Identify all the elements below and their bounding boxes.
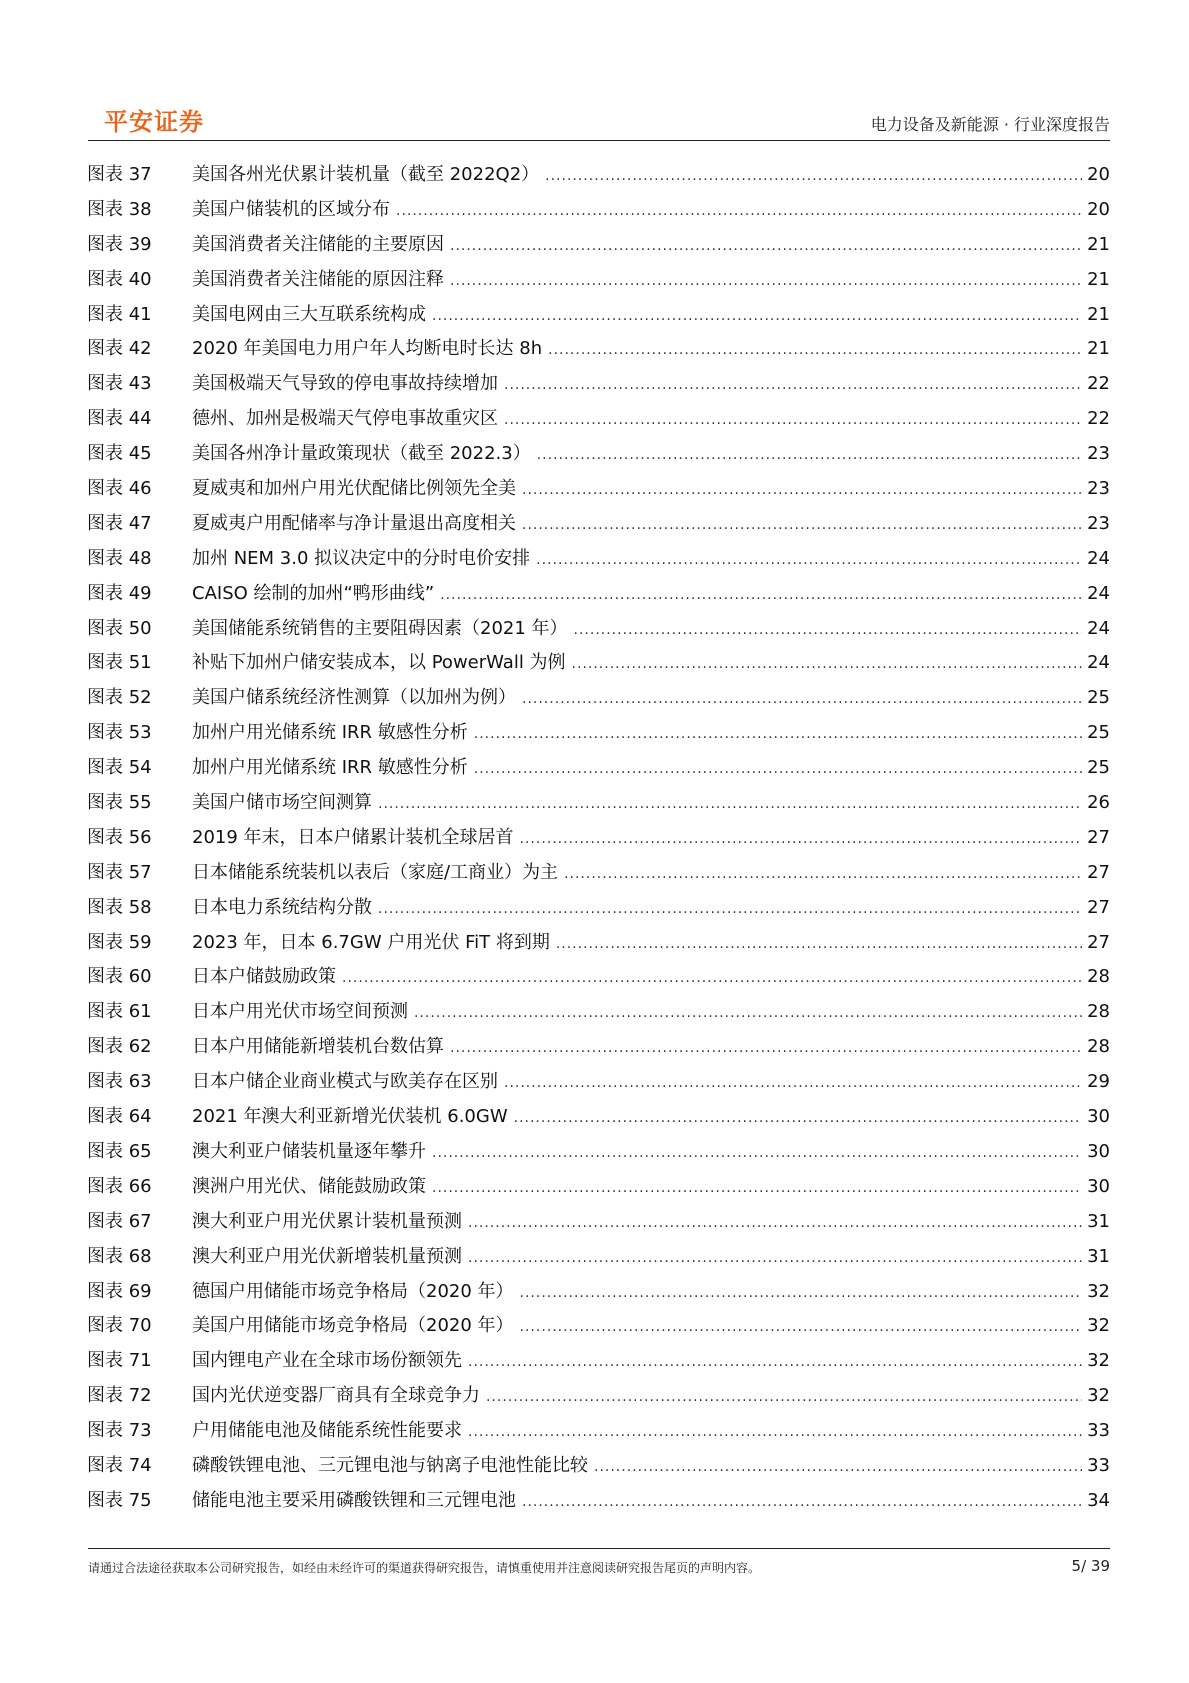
toc-entry-title: 夏威夷和加州户用光伏配储比例领先全美 (192, 478, 516, 500)
toc-leader-dots (378, 901, 1082, 917)
toc-entry[interactable] (87, 195, 1110, 230)
toc-leader-dots (548, 342, 1082, 358)
toc-entry-label: 图表 48 (87, 547, 152, 569)
toc-entry[interactable] (87, 997, 1110, 1032)
toc-entry-title: 美国户储装机的区域分布 (192, 198, 390, 220)
toc-entry-title: 日本户储鼓励政策 (192, 966, 336, 988)
toc-leader-dots (514, 1110, 1082, 1126)
toc-entry-label: 图表 66 (87, 1175, 152, 1197)
toc-entry-page: 30 (1087, 1140, 1110, 1162)
company-logo: 平安证券 (104, 108, 204, 136)
toc-entry-title: CAISO 绘制的加州“鸭形曲线” (192, 582, 435, 604)
toc-leader-dots (450, 273, 1082, 289)
toc-leader-dots (468, 1424, 1082, 1440)
toc-leader-dots (474, 726, 1082, 742)
toc-entry[interactable] (87, 1416, 1110, 1451)
toc-entry-title: 2020 年美国电力用户年人均断电时长达 8h (192, 338, 543, 360)
toc-entry-page: 29 (1087, 1071, 1110, 1093)
toc-entry-label: 图表 45 (87, 443, 152, 465)
toc-leader-dots (468, 1215, 1082, 1231)
toc-entry-page: 21 (1087, 233, 1110, 255)
toc-leader-dots (432, 1145, 1082, 1161)
toc-entry-title: 日本户储企业商业模式与欧美存在区别 (192, 1071, 498, 1093)
toc-entry[interactable] (87, 160, 1110, 195)
toc-entry-title: 美国户用储能市场竞争格局（2020 年） (192, 1315, 514, 1337)
toc-entry-title: 美国消费者关注储能的主要原因 (192, 233, 444, 255)
toc-entry-label: 图表 54 (87, 757, 152, 779)
toc-entry[interactable] (87, 823, 1110, 858)
toc-entry-page: 31 (1087, 1245, 1110, 1267)
toc-entry[interactable] (87, 579, 1110, 614)
toc-entry-page: 23 (1087, 512, 1110, 534)
toc-entry-page: 21 (1087, 268, 1110, 290)
toc-entry-page: 20 (1087, 164, 1110, 185)
toc-entry-title: 美国电网由三大互联系统构成 (192, 303, 426, 325)
toc-entry-title: 加州 NEM 3.0 拟议决定中的分时电价安排 (192, 547, 531, 569)
toc-entry-label: 图表 46 (87, 478, 152, 500)
toc-leader-dots (474, 761, 1082, 777)
toc-entry[interactable] (87, 1451, 1110, 1486)
toc-leader-dots (450, 238, 1082, 254)
toc-entry-title: 加州户用光储系统 IRR 敏感性分析 (192, 722, 468, 744)
toc-entry-title: 户用储能电池及储能系统性能要求 (192, 1420, 462, 1442)
toc-entry[interactable] (87, 300, 1110, 335)
toc-entry-title: 日本电力系统结构分散 (192, 896, 372, 918)
toc-leader-dots (574, 622, 1082, 638)
toc-leader-dots (440, 587, 1082, 603)
toc-entry-label: 图表 52 (87, 687, 152, 709)
toc-entry-title: 美国户储市场空间测算 (192, 792, 372, 814)
toc-entry-page: 27 (1087, 896, 1110, 918)
toc-entry-page: 24 (1087, 652, 1110, 674)
toc-leader-dots (522, 482, 1082, 498)
toc-entry-title: 日本户用光伏市场空间预测 (192, 1001, 408, 1023)
toc-entry[interactable] (87, 509, 1110, 544)
toc-entry-label: 图表 56 (87, 826, 152, 848)
toc-entry[interactable] (87, 369, 1110, 404)
toc-leader-dots (520, 1319, 1082, 1335)
toc-entry-title: 美国极端天气导致的停电事故持续增加 (192, 373, 498, 395)
toc-entry-page: 27 (1087, 931, 1110, 953)
toc-entry-label: 图表 57 (87, 861, 152, 883)
toc-entry-title: 德州、加州是极端天气停电事故重灾区 (192, 408, 498, 430)
toc-entry-page: 24 (1087, 617, 1110, 639)
toc-entry-title: 澳洲户用光伏、储能鼓励政策 (192, 1175, 426, 1197)
toc-entry-label: 图表 49 (87, 582, 152, 604)
toc-entry-page: 25 (1087, 722, 1110, 744)
toc-entry-title: 磷酸铁锂电池、三元锂电池与钠离子电池性能比较 (192, 1454, 588, 1476)
table-of-figures (87, 160, 1110, 1521)
toc-entry[interactable] (87, 474, 1110, 509)
toc-entry-label: 图表 65 (87, 1140, 152, 1162)
toc-entry-label: 图表 39 (87, 233, 152, 255)
toc-entry-label: 图表 41 (87, 303, 152, 325)
toc-entry[interactable] (87, 1277, 1110, 1312)
toc-leader-dots (432, 308, 1082, 324)
toc-entry-title: 美国消费者关注储能的原因注释 (192, 268, 444, 290)
toc-entry-label: 图表 51 (87, 652, 152, 674)
toc-leader-dots (468, 1354, 1082, 1370)
toc-entry-title: 补贴下加州户储安装成本，以 PowerWall 为例 (192, 652, 566, 674)
toc-leader-dots (414, 1005, 1082, 1021)
toc-leader-dots (594, 1459, 1082, 1475)
toc-entry[interactable] (87, 962, 1110, 997)
toc-entry[interactable] (87, 928, 1110, 963)
toc-entry-label: 图表 62 (87, 1036, 152, 1058)
toc-entry-page: 34 (1087, 1489, 1110, 1511)
toc-entry-title: 夏威夷户用配储率与净计量退出高度相关 (192, 512, 516, 534)
toc-entry-title: 2021 年澳大利亚新增光伏装机 6.0GW (192, 1106, 508, 1128)
toc-entry-page: 23 (1087, 443, 1110, 465)
toc-entry[interactable] (87, 1242, 1110, 1277)
page-header (88, 98, 1110, 141)
toc-entry-page: 25 (1087, 757, 1110, 779)
toc-entry-page: 28 (1087, 1001, 1110, 1023)
toc-entry-title: 日本户用储能新增装机台数估算 (192, 1036, 444, 1058)
toc-entry-label: 图表 67 (87, 1210, 152, 1232)
toc-leader-dots (468, 1250, 1082, 1266)
toc-entry-title: 日本储能系统装机以表后（家庭/工商业）为主 (192, 861, 559, 883)
toc-leader-dots (432, 1180, 1082, 1196)
toc-leader-dots (537, 447, 1082, 463)
toc-entry-title: 储能电池主要采用磷酸铁锂和三元锂电池 (192, 1489, 516, 1511)
toc-entry-page: 20 (1087, 198, 1110, 220)
toc-entry-label: 图表 59 (87, 931, 152, 953)
toc-entry-label: 图表 37 (87, 164, 152, 185)
toc-entry-label: 图表 58 (87, 896, 152, 918)
toc-entry[interactable] (87, 1207, 1110, 1242)
toc-entry[interactable] (87, 718, 1110, 753)
toc-entry-label: 图表 50 (87, 617, 152, 639)
toc-entry-page: 27 (1087, 826, 1110, 848)
toc-entry-title: 加州户用光储系统 IRR 敏感性分析 (192, 757, 468, 779)
toc-entry-label: 图表 64 (87, 1106, 152, 1128)
toc-entry[interactable] (87, 1381, 1110, 1416)
toc-entry-label: 图表 74 (87, 1454, 152, 1476)
toc-entry-page: 30 (1087, 1175, 1110, 1197)
toc-entry-label: 图表 42 (87, 338, 152, 360)
toc-entry-page: 28 (1087, 966, 1110, 988)
toc-entry-title: 澳大利亚户储装机量逐年攀升 (192, 1140, 426, 1162)
toc-entry-page: 32 (1087, 1280, 1110, 1302)
toc-entry[interactable] (87, 1137, 1110, 1172)
toc-leader-dots (486, 1389, 1082, 1405)
toc-entry-page: 23 (1087, 478, 1110, 500)
toc-entry-page: 32 (1087, 1315, 1110, 1337)
toc-entry-page: 24 (1087, 547, 1110, 569)
toc-entry-page: 32 (1087, 1350, 1110, 1372)
toc-entry-title: 国内锂电产业在全球市场份额领先 (192, 1350, 462, 1372)
page-footer (88, 1548, 1110, 1579)
toc-entry-page: 25 (1087, 687, 1110, 709)
toc-leader-dots (545, 168, 1082, 184)
toc-entry-label: 图表 70 (87, 1315, 152, 1337)
toc-entry-label: 图表 73 (87, 1420, 152, 1442)
toc-entry[interactable] (87, 1102, 1110, 1137)
toc-leader-dots (522, 691, 1082, 707)
toc-leader-dots (450, 1040, 1082, 1056)
toc-entry-label: 图表 53 (87, 722, 152, 744)
toc-entry-label: 图表 55 (87, 792, 152, 814)
toc-entry[interactable] (87, 1346, 1110, 1381)
toc-entry-label: 图表 47 (87, 512, 152, 534)
toc-entry-title: 澳大利亚户用光伏新增装机量预测 (192, 1245, 462, 1267)
toc-entry-page: 33 (1087, 1420, 1110, 1442)
toc-entry[interactable] (87, 858, 1110, 893)
toc-entry-page: 33 (1087, 1454, 1110, 1476)
toc-entry-page: 32 (1087, 1385, 1110, 1407)
toc-entry[interactable] (87, 1067, 1110, 1102)
toc-entry[interactable] (87, 439, 1110, 474)
toc-entry[interactable] (87, 1311, 1110, 1346)
toc-entry[interactable] (87, 265, 1110, 300)
toc-leader-dots (504, 1075, 1082, 1091)
toc-leader-dots (378, 796, 1082, 812)
toc-entry[interactable] (87, 788, 1110, 823)
toc-entry-label: 图表 75 (87, 1489, 152, 1511)
toc-entry-label: 图表 69 (87, 1280, 152, 1302)
toc-entry-label: 图表 38 (87, 198, 152, 220)
toc-entry-title: 德国户用储能市场竞争格局（2020 年） (192, 1280, 514, 1302)
toc-entry-page: 27 (1087, 861, 1110, 883)
toc-entry[interactable] (87, 230, 1110, 265)
toc-leader-dots (520, 831, 1082, 847)
report-type: 电力设备及新能源 · 行业深度报告 (870, 115, 1110, 134)
toc-entry[interactable] (87, 753, 1110, 788)
toc-entry-label: 图表 60 (87, 966, 152, 988)
toc-entry[interactable] (87, 648, 1110, 683)
toc-entry[interactable] (87, 544, 1110, 579)
toc-entry-label: 图表 68 (87, 1245, 152, 1267)
toc-entry-title: 美国各州净计量政策现状（截至 2022.3） (192, 443, 531, 465)
toc-entry-label: 图表 40 (87, 268, 152, 290)
toc-entry[interactable] (87, 404, 1110, 439)
toc-entry[interactable] (87, 614, 1110, 649)
toc-entry-page: 22 (1087, 373, 1110, 395)
toc-leader-dots (504, 377, 1082, 393)
toc-leader-dots (520, 1285, 1082, 1301)
toc-entry-label: 图表 61 (87, 1001, 152, 1023)
toc-leader-dots (556, 936, 1082, 952)
toc-entry-page: 21 (1087, 338, 1110, 360)
footer-disclaimer: 请通过合法途径获取本公司研究报告，如经由未经许可的渠道获得研究报告，请慎重使用并注意阅读研究报告尾页的声明内容。 (88, 1561, 761, 1575)
toc-entry-page: 28 (1087, 1036, 1110, 1058)
toc-leader-dots (522, 517, 1082, 533)
toc-leader-dots (522, 1494, 1082, 1510)
toc-entry-page: 31 (1087, 1210, 1110, 1232)
toc-entry-page: 30 (1087, 1106, 1110, 1128)
toc-entry-page: 26 (1087, 792, 1110, 814)
toc-entry-title: 澳大利亚户用光伏累计装机量预测 (192, 1210, 462, 1232)
toc-entry-title: 美国户储系统经济性测算（以加州为例） (192, 687, 516, 709)
toc-entry[interactable] (87, 334, 1110, 369)
toc-entry-label: 图表 43 (87, 373, 152, 395)
toc-entry-page: 21 (1087, 303, 1110, 325)
toc-leader-dots (564, 866, 1082, 882)
toc-entry-title: 美国各州光伏累计装机量（截至 2022Q2） (192, 164, 540, 185)
toc-entry[interactable] (87, 1486, 1110, 1521)
toc-entry-label: 图表 44 (87, 408, 152, 430)
toc-entry-label: 图表 63 (87, 1071, 152, 1093)
toc-leader-dots (504, 412, 1082, 428)
page-number: 5/ 39 (1071, 1557, 1110, 1575)
toc-entry-label: 图表 72 (87, 1385, 152, 1407)
toc-entry[interactable] (87, 893, 1110, 928)
toc-entry[interactable] (87, 1032, 1110, 1067)
toc-entry-page: 24 (1087, 582, 1110, 604)
toc-leader-dots (536, 552, 1082, 568)
toc-entry[interactable] (87, 1172, 1110, 1207)
toc-leader-dots (572, 656, 1082, 672)
toc-leader-dots (342, 970, 1082, 986)
toc-entry-title: 美国储能系统销售的主要阻碍因素（2021 年） (192, 617, 568, 639)
toc-leader-dots (396, 203, 1082, 219)
toc-entry-title: 2019 年末，日本户储累计装机全球居首 (192, 826, 514, 848)
toc-entry-page: 22 (1087, 408, 1110, 430)
toc-entry-title: 国内光伏逆变器厂商具有全球竞争力 (192, 1385, 480, 1407)
toc-entry[interactable] (87, 683, 1110, 718)
toc-entry-label: 图表 71 (87, 1350, 152, 1372)
toc-entry-title: 2023 年，日本 6.7GW 户用光伏 FiT 将到期 (192, 931, 550, 953)
